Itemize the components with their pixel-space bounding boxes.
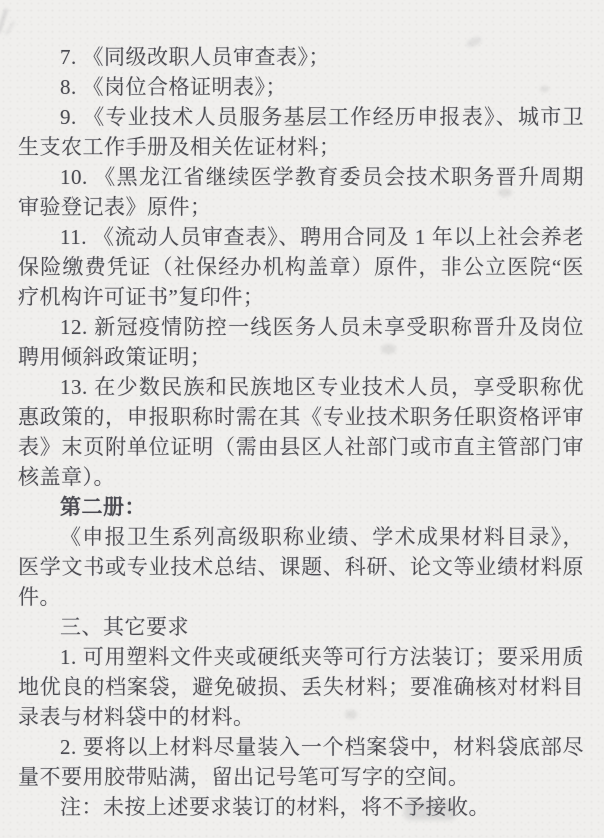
list-item-12: 12. 新冠疫情防控一线医务人员未享受职称晋升及岗位聘用倾斜政策证明； <box>18 315 584 369</box>
volume-two-content: 《申报卫生系列高级职称业绩、学术成果材料目录》，医学文书或专业技术总结、课题、科研、论文等业绩材料原件。 <box>18 525 584 609</box>
list-item-8: 8. 《岗位合格证明表》； <box>60 75 287 99</box>
scan-smudge <box>0 8 8 34</box>
list-item-10: 10. 《黑龙江省继续医学教育委员会技术职务晋升周期审验登记表》原件； <box>18 165 584 219</box>
list-item-9: 9. 《专业技术人员服务基层工作经历申报表》、城市卫生支农工作手册及相关佐证材料； <box>18 105 584 159</box>
volume-two-heading: 第二册： <box>60 495 146 519</box>
section-three-heading: 三、其它要求 <box>60 615 189 639</box>
scan-smudge <box>5 21 15 36</box>
note-line: 注：未按上述要求装订的材料，将不予接收。 <box>60 795 490 819</box>
list-item-7: 7. 《同级改职人员审查表》； <box>60 45 330 69</box>
other-requirement-2: 2. 要将以上材料尽量装入一个档案袋中，材料袋底部尽量不要用胶带贴满，留出记号笔可写字的空间。 <box>18 735 584 789</box>
list-item-13: 13. 在少数民族和民族地区专业技术人员，享受职称优惠政策的，申报职称时需在其《专业技术职务任职资格评审表》末页附单位证明（需由县区人社部门或市直主管部门审核盖章）。 <box>18 375 584 489</box>
other-requirement-1: 1. 可用塑料文件夹或硬纸夹等可行方法装订；要采用质地优良的档案袋，避免破损、丢失材料；要准确核对材料目录表与材料袋中的材料。 <box>18 645 584 729</box>
list-item-11: 11. 《流动人员审查表》、聘用合同及 1 年以上社会养老保险缴费凭证（社保经办机构盖章）原件，非公立医院“医疗机构许可证书”复印件； <box>18 225 584 309</box>
